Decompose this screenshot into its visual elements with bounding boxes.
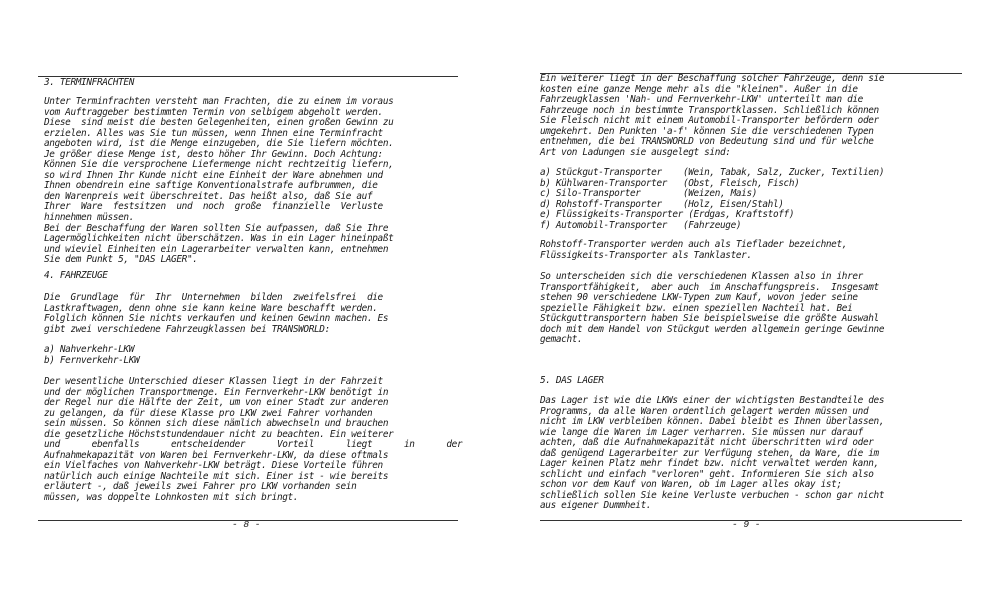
paragraph-tieflader: Rohstoff-Transporter werden auch als Tieflader bezeichnet, Flüssigkeits-Transporter als Tanklaster. [540, 239, 848, 261]
paragraph-terminfrachten: Unter Terminfrachten versteht man Frachten, die zu einem im voraus vom Auftraggeber bestimmten Termin von selbigem abgeholt werden. Diese sind meist die besten Gelegenheiten, einen großen Gewinn zu erzielen. Alles was Sie tun müssen, wenn Ihnen eine Terminfracht angeboten wird, ist die Menge einzugeben, die Sie liefern möchten. Je größer diese Menge ist, desto höher Ihr Gewinn. Doch Achtung: Können Sie die versprochene Liefermenge nicht rechtzeitig liefern, so wird Ihnen Ihr Kunde nicht eine Einheit der Ware abnehmen und Ihnen obendrein eine saftige Konventionalstrafe aufbrummen, die den Warenpreis weit überschreitet. Das heißt also, daß Sie auf Ihrer Ware festsitzen und noch große finanzielle Verluste hinnehmen müssen. Bei der Beschaffung der Waren sollten Sie aufpassen, daß Sie Ihre Lagermöglichkeiten nicht überschätzen. Was in ein Lager hineinpaßt und wieviel Einheiten ein Lagerarbeiter verwalten kann, entnehmen Sie dem Punkt 5, "DAS LAGER". [44, 96, 394, 266]
paragraph-beschaffung: Ein weiterer liegt in der Beschaffung solcher Fahrzeuge, denn sie kosten eine ganze Menge mehr als die "kleinen". Außer in die Fahrzeugklassen 'Nah- und Fernverkehr-LKW' unterteilt man die Fahrzeuge noch in bestimmte Transportklassen. Schließlich können Sie Fleisch nicht mit einem Automobil-Transporter befördern oder umgekehrt. Den Punkten 'a-f' können Sie die verschiedenen Typen entnehmen, die bei TRANSWORLD von Bedeutung sind und für welche Art von Ladungen sie ausgelegt sind: [540, 73, 885, 158]
paragraph-fahrzeuge: Die Grundlage für Ihr Unternehmen bilden zweifelsfrei die Lastkraftwagen, denn ohne sie kann keine Ware beschafft werden. Folglich können Sie nichts verkaufen und keinen Gewinn machen. Es gibt zwei verschiedene Fahrzeugklassen bei TRANSWORLD: [44, 292, 389, 335]
list-fahrzeugklassen: a) Nahverkehr-LKW b) Fernverkehr-LKW [44, 344, 140, 366]
list-transporter: a) Stückgut-Transporter (Wein, Tabak, Salz, Zucker, Textilien) b) Kühlwaren-Transporter (Obst, Fleisch, Fisch) c) Silo-Transporter (Weizen, Mais) d) Rohstoff-Transporter (Holz, Eisen/Stahl) e) Flüssigkeits-Transporter (Erdgas, Kraftstoff) f) Automobil-Transporter (Fahrzeuge) [540, 167, 885, 231]
page-number: - 8 - [232, 519, 261, 530]
paragraph-unterschied: Der wesentliche Unterschied dieser Klassen liegt in der Fahrzeit und der möglichen Transportmenge. Ein Fernverkehr-LKW benötigt in der Regel nur die Hälfte der Zeit, um von einer Stadt zur anderen zu gelangen, da für diese Klasse pro LKW zwei Fahrer vorhanden sein müssen. So können sich diese nämlich abwechseln und brauchen die gesetzliche Höchststundendauer nicht zu beachten. Ein weiterer und ebenfalls entscheidender Vorteil liegt in der Aufnahmekapazität von Waren bei Fernverkehr-LKW, da diese oftmals ein Vielfaches von Nahverkehr-LKW beträgt. Diese Vorteile führen natürlich auch einige Nachteile mit sich. Einer ist - wie bereits erläutert -, daß jeweils zwei Fahrer pro LKW vorhanden sein müssen, was doppelte Lohnkosten mit sich bringt. [44, 376, 463, 504]
paragraph-klassen: So unterscheiden sich die verschiedenen Klassen also in ihrer Transportfähigkeit, aber auch im Anschaffungspreis. Insgesamt stehen 90 verschiedene LKW-Typen zum Kauf, wovon jeder seine spezielle Fähigkeit bzw. einen speziellen Nachteil hat. Bei Stückguttransportern haben Sie beispielsweise die größte Auswahl doch mit dem Handel von Stückgut werden allgemein geringe Gewinne gemacht. [540, 271, 885, 346]
paragraph-lager: Das Lager ist wie die LKWs einer der wichtigsten Bestandteile des Programms, da alle Waren ordentlich gelagert werden müssen und nicht im LKW verbleiben können. Dabei bleibt es Ihnen überlassen, wie lange die Waren im Lager verharren. Sie müssen nur darauf achten, daß die Aufnahmekapazität nicht überschritten wird oder daß genügend Lagerarbeiter zur Verfügung stehen, da Ware, die im Lager keinen Platz mehr findet bzw. nicht verwaltet werden kann, schlicht und einfach "verloren" geht. Informieren Sie sich also schon vor dem Kauf von Waren, ob im Lager alles okay ist; schließlich sollen Sie keine Verluste verbuchen - schon gar nicht aus eigener Dummheit. [540, 395, 885, 512]
page-9 [500, 0, 1000, 599]
heading-lager: 5. DAS LAGER [540, 375, 604, 386]
heading-terminfrachten: 3. TERMINFRACHTEN [44, 77, 135, 88]
page-number: - 9 - [732, 519, 761, 530]
heading-fahrzeuge: 4. FAHRZEUGE [44, 270, 108, 281]
